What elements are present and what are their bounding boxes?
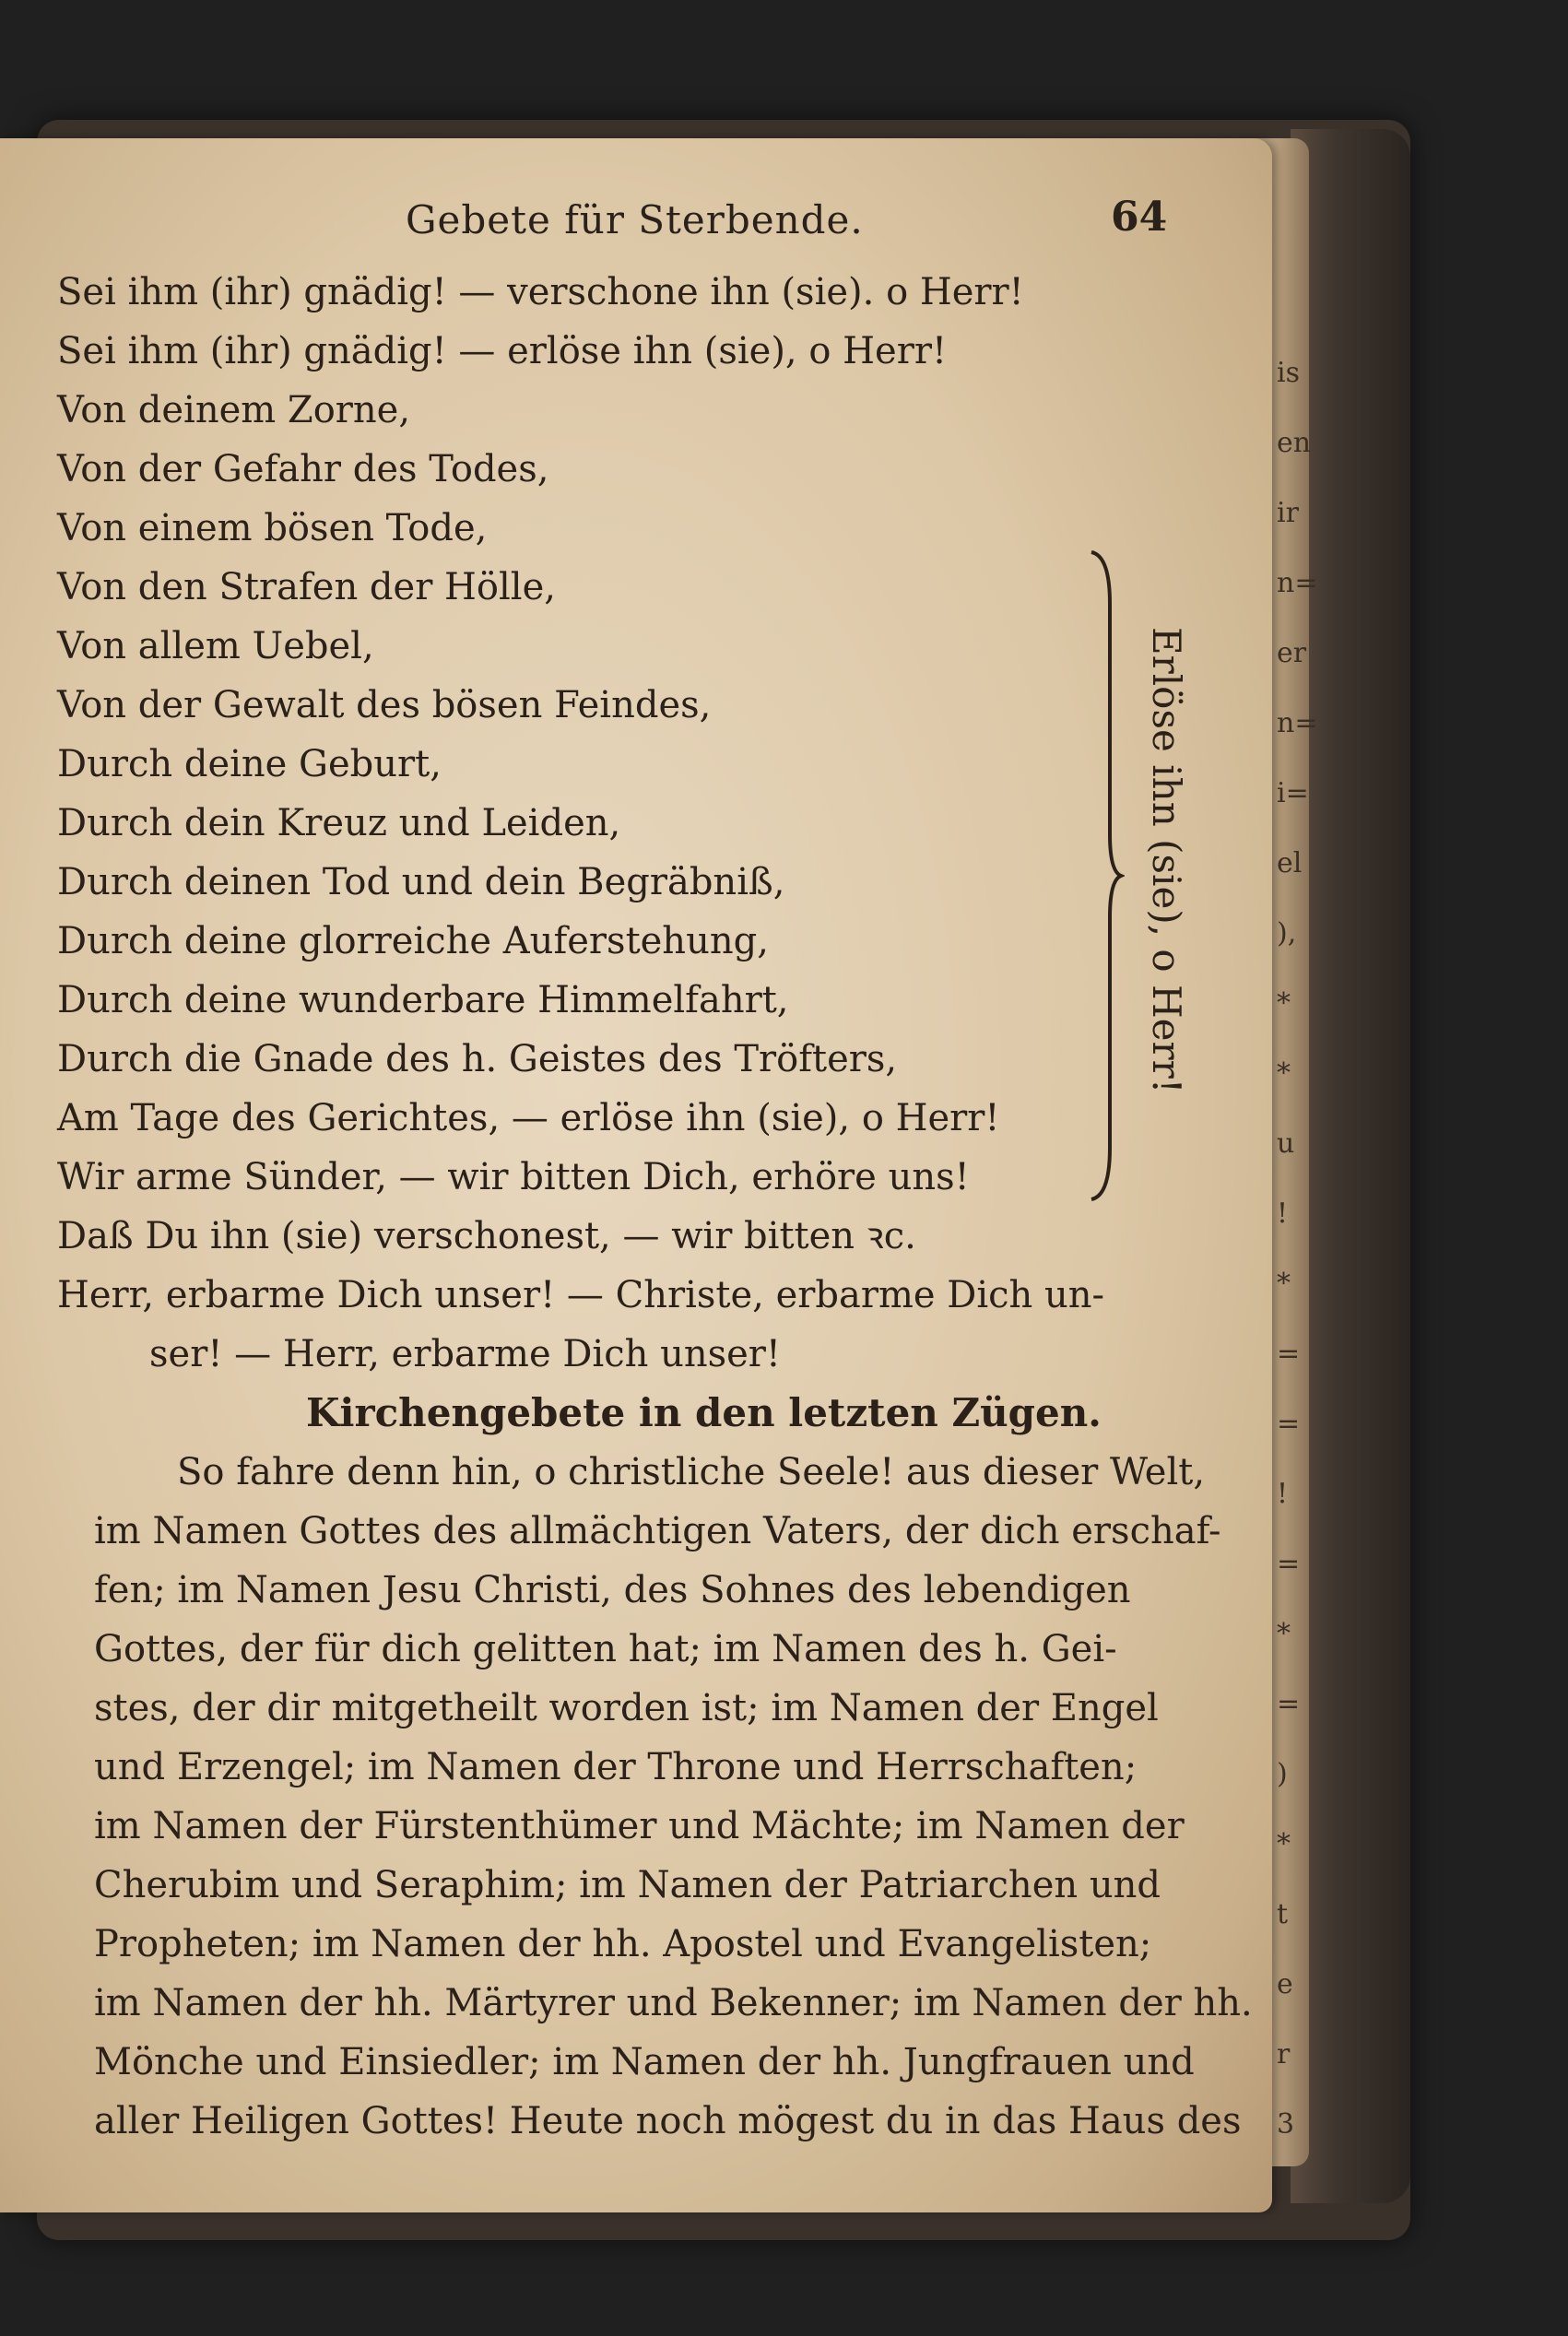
text-line: Durch deinen Tod und dein Begräbniß, [57,861,785,903]
litany-brace [1088,549,1125,1203]
margin-fragment: n= [1277,707,1318,739]
margin-fragment: ), [1277,917,1297,950]
margin-fragment: en [1277,427,1312,459]
text-line: Von deinem Zorne, [57,389,411,431]
text-line: Durch deine wunderbare Himmelfahrt, [57,979,789,1021]
text-line: im Namen der Fürstenthümer und Mächte; im Namen der [94,1805,1185,1847]
text-line: Sei ihm (ihr) gnädig! — verschone ihn (sie). o Herr! [57,271,1024,313]
section-heading: Kirchengebete in den letzten Zügen. [306,1390,1102,1435]
margin-fragment: er [1277,637,1307,669]
text-line: Am Tage des Gerichtes, — erlöse ihn (sie), o Herr! [57,1097,1000,1139]
text-line: ser! — Herr, erbarme Dich unser! [149,1333,781,1375]
book-page [0,138,1318,2212]
text-line: Von der Gefahr des Todes, [57,448,549,490]
margin-fragment: is [1277,357,1300,389]
margin-fragment: n= [1277,567,1318,599]
text-line: Durch dein Kreuz und Leiden, [57,802,621,844]
text-line: Von allem Uebel, [57,625,374,667]
text-line: aller Heiligen Gottes! Heute noch mögest du in das Haus des [94,2100,1242,2142]
page-header [0,186,1272,260]
margin-fragment: = [1277,1408,1301,1440]
text-line: fen; im Namen Jesu Christi, des Sohnes des lebendigen [94,1569,1131,1611]
text-line: Sei ihm (ihr) gnädig! — erlöse ihn (sie), o Herr! [57,330,948,372]
margin-fragment: r [1277,2038,1291,2071]
margin-fragment: * [1277,1057,1291,1090]
margin-fragment: t [1277,1898,1289,1930]
text-line: Herr, erbarme Dich unser! — Christe, erbarme Dich un- [57,1274,1105,1316]
text-line: Daß Du ihn (sie) verschonest, — wir bitten ꝛc. [57,1215,916,1257]
text-line: und Erzengel; im Namen der Throne und Herrschaften; [94,1746,1138,1788]
text-line: So fahre denn hin, o christliche Seele! aus dieser Welt, [177,1451,1206,1493]
text-line: Durch die Gnade des h. Geistes des Tröfters, [57,1038,898,1080]
text-line: im Namen Gottes des allmächtigen Vaters, der dich erschaf- [94,1510,1221,1552]
brace-response-label [1143,627,1198,1143]
text-line: Propheten; im Namen der hh. Apostel und Evangelisten; [94,1923,1152,1965]
margin-fragment: = [1277,1688,1301,1720]
text-line: Von einem bösen Tode, [57,507,488,549]
text-line: im Namen der hh. Märtyrer und Bekenner; im Namen der hh. [94,1982,1253,2024]
text-line: Mönche und Einsiedler; im Namen der hh. Jungfrauen und [94,2041,1195,2083]
text-line: Wir arme Sünder, — wir bitten Dich, erhöre uns! [57,1156,970,1198]
margin-fragment: * [1277,1618,1291,1650]
text-line: Von der Gewalt des bösen Feindes, [57,684,712,726]
running-title: Gebete für Sterbende. [406,197,864,242]
margin-fragment: ! [1277,1478,1289,1510]
margin-fragment: el [1277,847,1303,879]
margin-fragment: ! [1277,1197,1289,1230]
page-body-text [57,263,1253,2151]
margin-fragment: u [1277,1127,1295,1160]
margin-fragment: ) [1277,1758,1288,1790]
margin-fragment: 3 [1277,2108,1295,2141]
text-line: Durch deine glorreiche Auferstehung, [57,920,769,962]
text-line: Cherubim und Seraphim; im Namen der Patriarchen und [94,1864,1161,1906]
text-line: stes, der dir mitgetheilt worden ist; im Namen der Engel [94,1687,1159,1729]
margin-fragment: * [1277,1828,1291,1860]
margin-fragment: ir [1277,497,1299,529]
text-line: Von den Strafen der Hölle, [57,566,556,608]
text-line: Gottes, der für dich gelitten hat; im Namen des h. Gei- [94,1628,1117,1670]
next-page-margin-fragments [1277,357,1318,2203]
margin-fragment: * [1277,987,1291,1020]
margin-fragment: = [1277,1338,1301,1370]
margin-fragment: e [1277,1968,1293,2000]
brace-response-text: Erlöse ihn (sie), o Herr! [1144,627,1189,1094]
page-number: 64 [1111,194,1168,241]
margin-fragment: * [1277,1268,1291,1300]
margin-fragment: i= [1277,777,1309,809]
margin-fragment: = [1277,1548,1301,1580]
text-line: Durch deine Geburt, [57,743,442,785]
